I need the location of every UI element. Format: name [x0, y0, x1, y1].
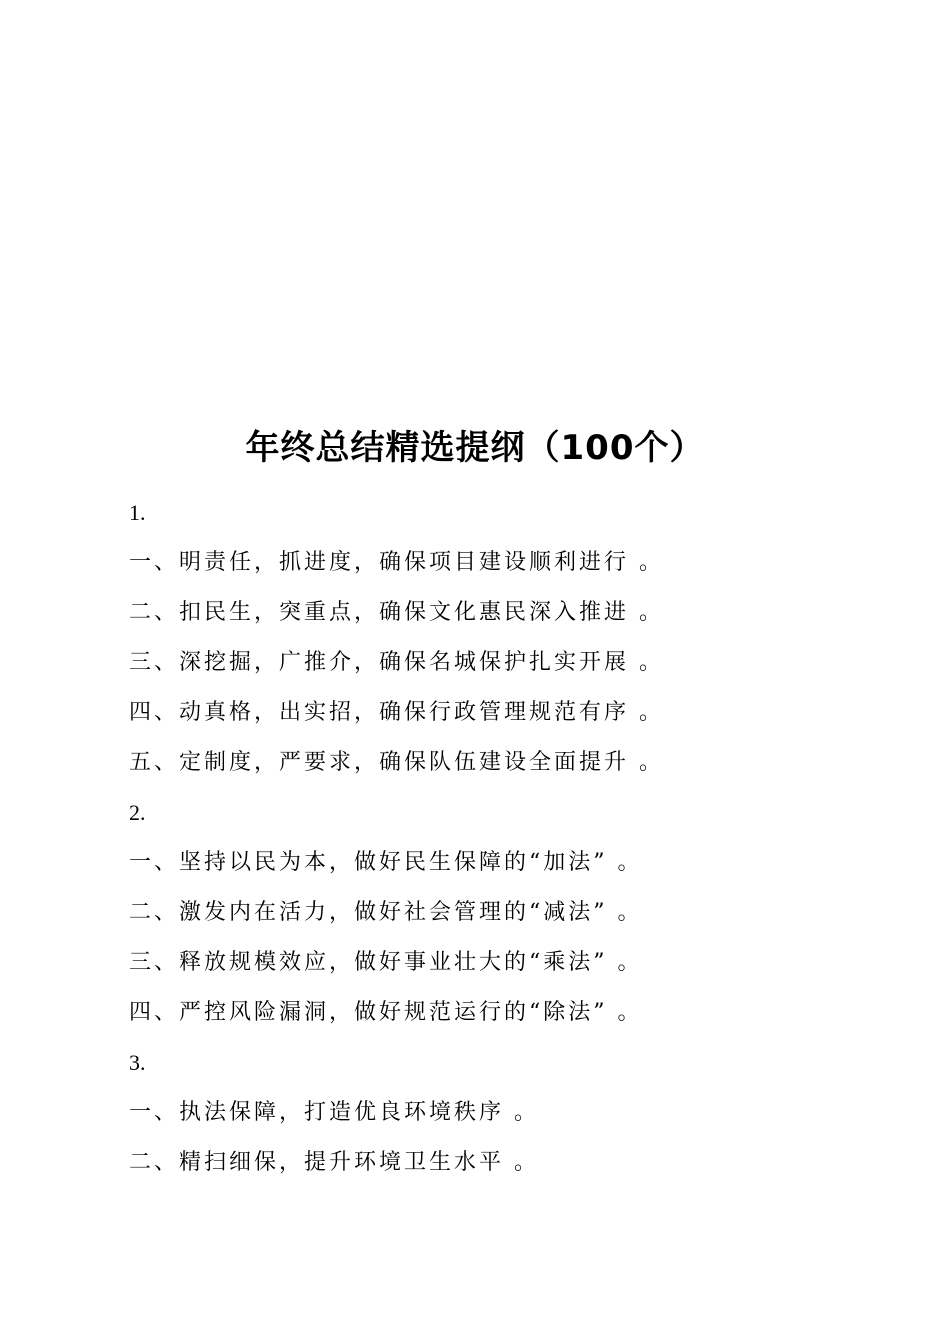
section-number: 2. [129, 800, 146, 825]
outline-item: 二、扣民生，突重点，确保文化惠民深入推进 。 [129, 600, 664, 625]
outline-item: 四、严控风险漏洞，做好规范运行的“除法” 。 [129, 1000, 643, 1025]
document-title: 年终总结精选提纲（100个） [245, 428, 705, 468]
outline-item: 二、激发内在活力，做好社会管理的“减法” 。 [129, 900, 643, 925]
section-number: 1. [129, 500, 146, 525]
outline-item: 一、明责任，抓进度，确保项目建设顺利进行 。 [129, 550, 664, 575]
outline-item: 五、定制度，严要求，确保队伍建设全面提升 。 [129, 750, 664, 775]
outline-item: 二、精扫细保，提升环境卫生水平 。 [129, 1150, 539, 1175]
outline-item: 三、深挖掘，广推介，确保名城保护扎实开展 。 [129, 650, 664, 675]
outline-item: 三、释放规模效应，做好事业壮大的“乘法” 。 [129, 950, 643, 975]
outline-item: 四、动真格，出实招，确保行政管理规范有序 。 [129, 700, 664, 725]
document-body [129, 488, 849, 1188]
section-number: 3. [129, 1050, 146, 1075]
outline-item: 一、执法保障，打造优良环境秩序 。 [129, 1100, 539, 1125]
outline-item: 一、坚持以民为本，做好民生保障的“加法” 。 [129, 850, 643, 875]
